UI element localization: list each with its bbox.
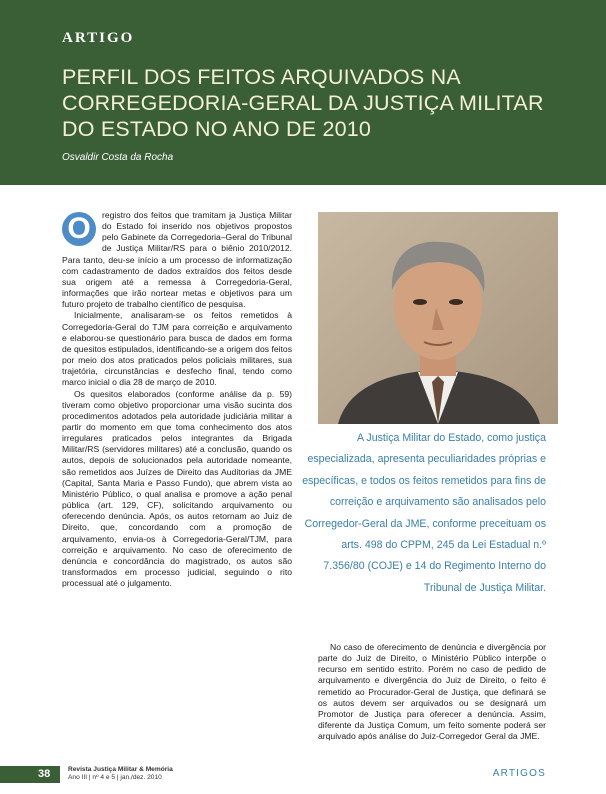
- page-number: 38: [38, 768, 51, 780]
- journal-info: [68, 766, 173, 782]
- pull-quote: A Justiça Militar do Estado, como justiça especializada, apresenta peculiaridades próprias e específicas, e todos os feitos remetidos para fins de correição e arquivamento são analisados pelo Corregedor-Geral da JME, conforme preceituam os arts. 498 do CPPM, 245 da Lei Estadual n.º 7.356/80 (COJE) e 14 do Regimento Interno do Tribunal de Justiça Militar.: [302, 432, 546, 594]
- right-column-text: No caso de oferecimento de denúncia e divergência por parte do Juiz de Direito, o Ministério Público interpõe o recurso em sentido estrito. Porém no caso de pedido de arquivamento e divergência do Juiz de Direito, o feito é remetido ao Procurador-Geral de Justiça, que definará se os autos devem ser arquivados ou se designará um Promotor de Justiça para oferecer a denúncia. Assim, diferente da Justiça Comum, um feito somente poderá ser arquivado após análise do Juiz-Corregedor Geral da JME.: [318, 642, 546, 742]
- left-column: [62, 210, 292, 755]
- paragraph-1: registro dos feitos que tramitam ja Justiça Militar do Estado foi inserido nos objetivos propostos pelo Gabinete da Corregedoria–Geral do Tribunal de Justiça Militar/RS para o biênio 2010/2012. Para tanto, deu-se início a um processo de informatização com cadastramento de dados extraídos dos feitos desde sua origem até a remessa à Corregedoria-Geral, informações que irão nortear metas e objetivos para um futuro projeto de trabalho científico de pesquisa.: [62, 210, 292, 310]
- article-author: Osvaldir Costa da Rocha: [62, 152, 174, 163]
- footer-page-bar: [0, 766, 60, 783]
- author-photo: [318, 212, 558, 424]
- paragraph-3: Os quesitos elaborados (conforme análise da p. 59) tiveram como objetivo proporcionar uma visão sucinta dos procedimentos adotados pela autoridade judiciária militar a partir do momento em que toma conhecimento dos atos irregulares praticados pelos integrantes da Brigada Militar/RS (servidores militares) até a conclusão, quando os autos, depois de solucionados pela autoridade nomeante, são remetidos aos Juízes de Direito das Auditorias da JME (Capital, Santa Maria e Passo Fundo), que abrem vista ao Ministério Público, o qual analisa e promove a ação penal pública (art. 129, CF), solicitando arquivamento ou oferecendo denúncia. Após, os autos retornam ao Juiz de Direito, que, concordando com a promoção de arquivamento, envia-os à Corregedoria-Geral/TJM, para correição e arquivamento. No caso de oferecimento de denúncia e concordância do magistrado, os autos são transformados em processo judicial, seguindo o rito processual até o julgamento.: [62, 388, 292, 589]
- dropcap-o: O: [62, 212, 96, 246]
- journal-name: Revista Justiça Militar & Memória: [68, 766, 173, 773]
- paragraph-2: Inicialmente, analisaram-se os feitos remetidos à Corregedoria-Geral do TJM para correição e arquivamento e elaborou-se questionário para busca de dados em forma de quesitos estipulados, identificando-se a origem dos feitos por meio dos atos praticados pelos policiais militares, sua trajetória, circunstâncias e desfecho final, tendo como marco inicial o dia 28 de março de 2010.: [62, 310, 292, 388]
- footer-section-label: ARTIGOS: [492, 768, 546, 779]
- journal-issue: Ano III | nº 4 e 5 | jan./dez. 2010: [68, 774, 162, 781]
- section-label: ARTIGO: [62, 30, 135, 46]
- portrait-illustration: [318, 212, 558, 424]
- article-header: [0, 0, 606, 185]
- article-title: PERFIL DOS FEITOS ARQUIVADOS NA CORREGEDORIA-GERAL DA JUSTIÇA MILITAR DO ESTADO NO ANO DE 2010: [62, 65, 544, 141]
